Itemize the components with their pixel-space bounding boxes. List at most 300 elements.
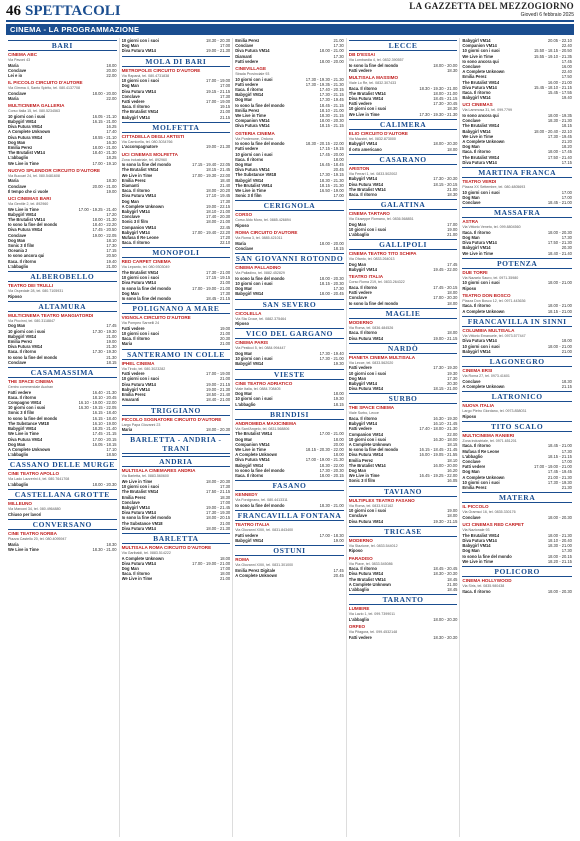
film-title: Maria — [121, 427, 133, 433]
cinema-address: Via Gimma 4, Santo Spirito, tel. 080.4137708 — [8, 86, 81, 91]
cinema-address: Piazza Castello 20, tel. 080.4095947 — [8, 536, 67, 541]
film-title: Babygirl VM14 — [8, 211, 37, 217]
cinema-listing — [8, 379, 117, 457]
film-title: Itaca. Il ritorno — [348, 566, 377, 572]
showtimes: 17.15 - 19.15 — [319, 146, 344, 152]
film-title: Io sono la fine del mondo — [121, 296, 171, 302]
film-title: 10 giorni con i suoi — [8, 328, 46, 334]
film-title: L'abbaglio — [8, 452, 29, 458]
showtimes: 19.00 — [447, 508, 458, 514]
listing-columns — [6, 38, 574, 837]
film-title: We Live in Time — [121, 478, 153, 484]
city-heading: VICO DEL GARGANO — [235, 328, 344, 339]
cinema-name: MODERNO — [348, 537, 373, 543]
film-title: Sonic 3 Il film — [348, 478, 376, 484]
cinema-address: Via Giovanni XXIII, tel. 0831.843400 — [235, 528, 294, 533]
film-title: Lei e io — [8, 73, 23, 78]
film-title: Dog Man — [462, 469, 480, 475]
showtimes: 17.30 — [561, 235, 572, 241]
film-title: Diva Futura VM14 — [235, 457, 270, 463]
showtimes: 18.45 — [447, 587, 458, 593]
film-title: Babygirl VM14 — [121, 386, 150, 392]
showtime-row — [462, 309, 572, 314]
film-title: 10 giorni con i suoi — [121, 484, 159, 490]
city-heading: ALBEROBELLO — [8, 271, 117, 282]
showtimes: 17.30 — [106, 243, 117, 249]
film-title: A Complete Unknown — [235, 452, 278, 458]
film-title: Fatti vedere — [348, 290, 372, 296]
film-title: Conclave — [462, 514, 481, 520]
showtimes: 18.30 - 20.30 — [433, 571, 458, 577]
showtimes: 21.00 — [447, 581, 458, 587]
film-title: Babygirl VM14 — [462, 348, 491, 354]
showtimes: 18.45 - 21.15 — [206, 296, 231, 302]
film-title: Babygirl VM14 — [235, 462, 264, 468]
showtimes: 18.00 - 20.30 — [433, 141, 458, 147]
film-title: Io sono la fine del mondo — [121, 162, 171, 168]
showtimes: 19.30 - 21.15 — [433, 518, 458, 524]
cinema-listing — [235, 557, 344, 578]
film-title: Sonic 3 Il film — [235, 193, 262, 199]
film-title: Fatti vedere — [348, 101, 372, 107]
film-title: We Live in Time — [348, 111, 380, 117]
newspaper-name: LA GAZZETTA DEL MEZZOGIORNO — [409, 1, 574, 11]
showtimes: 18.00 - 20.30 — [547, 229, 572, 235]
showtimes: 18.25 - 21.40 — [92, 426, 117, 432]
showtimes: 18.45 - 21.15 — [433, 96, 458, 101]
film-title: Diamanti — [235, 53, 253, 59]
showtimes: 17.30 - 19.30 — [206, 510, 231, 516]
film-title: Companion VM14 — [462, 43, 497, 49]
film-title: Emilia Perez — [8, 339, 33, 345]
cinema-name: IL PICCOLO CIRCUITO D'AUTORE — [8, 80, 83, 86]
film-title: Conclave — [462, 378, 481, 384]
showtime-row — [462, 349, 572, 354]
showtimes: 20.45 — [333, 572, 344, 578]
film-title: Conclave — [348, 295, 367, 301]
showtime-row — [8, 96, 117, 101]
cinema-listing — [122, 417, 231, 433]
showtimes: 18.30 — [447, 106, 458, 112]
showtimes: 21.00 — [447, 186, 458, 192]
film-title: Conclave — [8, 67, 27, 73]
section-title: SPETTACOLI — [25, 3, 121, 19]
cinema-name: CINE TEATRO NORBA — [8, 530, 57, 536]
showtimes: 17.30 - 21.00 — [319, 356, 344, 362]
showtimes: 21.00 — [106, 333, 117, 339]
film-title: The Brutalist VM14 — [462, 154, 500, 160]
cinema-address: Via Nazionale 93 — [462, 528, 490, 533]
showtimes: 18.30 - 21.15 — [319, 113, 344, 119]
film-title: The Brutalist VM14 — [348, 462, 386, 468]
showtimes: 19.00 - 22.15 — [206, 203, 231, 209]
cinema-name: CINEMA TARTARO — [348, 211, 390, 217]
cinema-listing — [8, 283, 117, 299]
showtimes: 18.30 - 21.00 — [547, 543, 572, 549]
cinema-listing — [462, 219, 572, 256]
film-title: Itaca. Il ritorno — [462, 443, 491, 449]
showtimes: 17.00 - 19.00 - 21.30 — [305, 457, 344, 463]
showtimes: 16.45 - 18.45 — [319, 162, 344, 168]
showtimes: 18.15 — [447, 442, 458, 448]
film-title: 10 giorni con i suoi — [121, 38, 159, 43]
showtimes: 18.00 — [219, 571, 231, 577]
film-title: A Complete Unknown — [121, 203, 164, 209]
film-title: Io sono la fine del mondo — [121, 515, 171, 521]
showtimes: 18.30 - 20.30 — [206, 38, 231, 43]
showtimes: 21.00 - 21.30 — [547, 474, 572, 480]
cinema-address: Corso Aldo Moro, tel. 0885.426894 — [235, 218, 291, 223]
film-title: Diva Futura VM14 — [121, 193, 156, 199]
cinema-listing — [235, 340, 344, 366]
film-title: 10 giorni con i suoi — [462, 343, 500, 349]
film-title: Diva Futura VM14 — [8, 124, 43, 130]
film-title: 10 giorni con i suoi — [8, 405, 46, 411]
showtimes: 18.30 - 19.30 - 21.00 — [419, 85, 458, 91]
film-title: Io sono la fine del mondo — [235, 467, 285, 473]
showtime-row — [349, 112, 458, 117]
film-title: Diva Futura VM14 — [348, 181, 384, 187]
film-title: Companion VM14 — [121, 224, 156, 230]
showtimes: 16.10 - 19.00 — [92, 420, 117, 426]
showtime-row — [462, 485, 572, 490]
showtimes: 16.15 - 18.40 — [92, 410, 117, 416]
film-title: Fatti vedere — [121, 325, 145, 331]
city-heading: TRIGGIANO — [122, 405, 231, 416]
film-title: A Complete Unknown — [462, 474, 505, 480]
showtime-row — [122, 341, 231, 346]
film-title: Babygirl VM14 — [348, 141, 377, 147]
cinema-name: PARADISO — [348, 555, 373, 561]
cinema-address: Via Piave, tel. 0833.545086 — [348, 561, 393, 566]
showtime-row — [235, 246, 344, 251]
masthead — [6, 0, 574, 22]
cinema-listing — [235, 230, 344, 251]
showtimes: 18.40 - 22.20 — [92, 222, 117, 228]
cinema-name: CINEMA HOLLYWOOD — [462, 577, 512, 583]
showtimes: 18.55 - 21.10 — [92, 134, 117, 140]
showtimes: 20.45 — [333, 167, 344, 173]
film-title: The Brutalist VM14 — [462, 79, 500, 85]
film-title: A Complete Unknown — [121, 555, 164, 561]
showtimes: 18.45 — [447, 576, 458, 582]
showtimes: 17.00 - 19.00 — [206, 371, 231, 377]
showtimes: 18.00 - 21.00 — [547, 280, 572, 286]
showtimes: 17.30 - 20.30 — [433, 176, 458, 182]
cinema-name: CINE TEATRO APOLLO — [8, 471, 60, 477]
cinema-listing — [462, 403, 572, 419]
showtime-row — [349, 267, 458, 272]
showtimes: 17.30 - 19.30 — [92, 328, 117, 334]
city-heading: VIESTE — [235, 369, 344, 380]
showtimes: 15.45 - 17.55 — [547, 90, 572, 96]
showtimes: 18.00 - 20.00 — [433, 62, 458, 68]
film-title: 10 giorni con i suoi — [235, 76, 273, 82]
film-title: Conclave — [121, 499, 140, 505]
showtimes: 19.00 - 21.30 — [206, 48, 231, 54]
cinema-name: CINEMA ABC — [8, 52, 38, 57]
cinema-address: Via Roma 3, tel. 0885.421011 — [235, 236, 283, 241]
showtime-row — [349, 192, 458, 197]
film-title: Emilia Perez — [121, 494, 146, 500]
showtimes: 18.30 - 20.15 - 22.00 — [305, 141, 344, 147]
showtimes: 17.50 - 21.40 — [547, 154, 572, 160]
cinema-address: Via Giovanni XXIII, tel. 0831.301000 — [235, 563, 294, 568]
film-title: Diva Futura VM14 — [348, 518, 384, 524]
film-title: Itaca. Il ritorno — [348, 330, 377, 336]
cinema-listing — [8, 52, 117, 78]
film-title: Io sono la fine del mondo — [121, 285, 171, 291]
showtime-row — [349, 336, 458, 341]
showtimes: 21.40 — [219, 183, 231, 189]
showtimes: 17.10 — [106, 446, 117, 452]
film-title: L'abbaglio — [8, 263, 29, 269]
cinema-name: ASTRA — [462, 219, 479, 225]
city-heading: CASARANO — [349, 154, 458, 165]
showtimes: 18.00 - 21.00 — [92, 145, 117, 151]
cinema-address: Via Ofanto, tel. 0833.264013 — [348, 257, 395, 262]
film-title: We Live in Time — [235, 188, 266, 194]
showtimes: 18.00 - 20.40 - 22.10 — [533, 128, 572, 134]
cinema-listing — [462, 270, 572, 291]
cinema-listing — [349, 556, 458, 593]
showtimes: 21.15 — [219, 114, 231, 120]
city-heading: MASSAFRA — [462, 207, 572, 218]
showtimes: 18.00 — [333, 156, 344, 162]
film-title: Dog Man — [235, 391, 253, 397]
showtimes: 17.15 — [106, 248, 117, 254]
film-title: Conclave — [462, 118, 481, 124]
showtimes: 17.00 - 19.00 - 21.00 — [192, 285, 231, 291]
cinema-address: Via Marconi 34, tel. 080.4964880 — [8, 507, 61, 512]
showtimes: 20.50 — [106, 253, 117, 259]
cinema-listing — [8, 196, 117, 269]
masthead-left — [6, 2, 121, 20]
film-title: We Live in Time — [121, 576, 153, 582]
cinema-name: CINE TEATRO ADRIATICO — [235, 380, 293, 386]
cinema-listing — [235, 492, 344, 508]
showtimes: 19.00 - 21.30 — [206, 144, 231, 150]
city-heading: SAN SEVERO — [235, 299, 344, 310]
showtime-row — [235, 123, 344, 128]
showtime-row — [349, 68, 458, 73]
film-title: 10 giorni con i suoi — [348, 370, 387, 376]
film-title: Dog Man — [121, 565, 139, 571]
cinema-listing — [349, 498, 458, 524]
showtimes: 17.45 - 20.00 — [319, 151, 344, 157]
showtimes: 17.15 - 19.40 - 22.05 — [192, 162, 231, 168]
film-title: Dog Man — [235, 97, 253, 103]
cinema-address: Viale Lo Re, tel. 0832.307433 — [348, 81, 397, 85]
showtime-row — [349, 548, 458, 553]
cinema-listing — [349, 320, 458, 341]
showtimes: 18.15 - 21.15 — [319, 123, 344, 129]
showtime-row — [235, 223, 344, 228]
showtimes: 18.00 - 19.35 — [547, 113, 572, 119]
showtimes: 16.15 - 18.45 - 21.45 — [419, 447, 458, 453]
cinema-listing — [8, 531, 117, 552]
film-title: Io sono la fine del mondo — [8, 415, 58, 421]
film-title: Diva Futura VM14 — [121, 525, 156, 531]
showtimes: 18.50 — [106, 452, 117, 458]
showtime-row — [8, 294, 117, 299]
film-title: Conclave — [121, 93, 140, 99]
film-title: A Complete Unknown — [8, 129, 51, 135]
showtimes: 20.05 - 22.10 — [547, 38, 572, 43]
city-heading: MOLA DI BARI — [122, 56, 231, 67]
showtimes: 17.45 — [561, 58, 572, 64]
cinema-listing — [122, 361, 231, 403]
cinema-name: THE SPACE CINEMA — [348, 405, 395, 411]
city-heading: TITO SCALO — [462, 421, 572, 432]
showtimes: 17.00 - 19.10 — [92, 160, 117, 166]
film-title: Dog Man — [121, 83, 139, 89]
showtime-row — [462, 286, 572, 291]
film-title: Riposo — [235, 321, 250, 327]
film-title: We Live in Time — [8, 160, 39, 166]
film-title: Io sono la fine del mondo — [8, 222, 58, 228]
showtimes: 16.20 — [447, 468, 458, 474]
showtime-row — [462, 559, 572, 564]
cinema-name: MULTISALA ROMA CIRCUITO D'AUTORE — [121, 544, 212, 550]
showtimes: 16.00 — [561, 64, 572, 70]
showtimes: 18.40 - 21.30 — [92, 150, 117, 156]
cinema-address: Piazza Don Bosco 12, tel. 0971.443636 — [462, 298, 526, 303]
showtimes: 21.00 — [106, 263, 117, 269]
cinema-name: UCI CINEMAS BARI — [8, 196, 51, 202]
film-title: Io sono la fine del mondo — [348, 62, 399, 68]
showtimes: 19.00 — [106, 339, 117, 345]
showtimes: 17.45 — [333, 567, 344, 573]
showtimes: 20.30 — [447, 381, 458, 387]
film-title: A Complete Unknown — [462, 69, 505, 75]
film-title: Dog Man — [348, 262, 367, 268]
film-title: We Live in Time — [8, 206, 39, 212]
film-title: Maria — [8, 96, 19, 101]
showtimes: 19.00 - 21.15 — [206, 381, 231, 387]
showtimes: 18.15 - 21.30 — [319, 182, 344, 188]
cinema-listing — [122, 315, 231, 346]
showtimes: 18.15 - 21.00 — [547, 308, 572, 314]
cinema-address: Via Mazzini, tel. 0832.873000 — [348, 136, 396, 141]
cinema-address: Via Lammosa 31, tel. 099.7799 — [462, 108, 513, 113]
film-title: Sonic 3 Il film — [8, 243, 35, 249]
film-title: Io sono la fine del mondo — [235, 141, 285, 147]
film-title: Diva Futura VM14 — [235, 48, 270, 54]
cinema-listing — [122, 68, 231, 120]
film-title: Emilia Perez — [462, 485, 487, 491]
showtimes: 18.00 - 20.30 — [206, 427, 231, 433]
city-heading: CALIMERA — [349, 119, 458, 130]
showtimes: 18.30 - 20.30 — [433, 634, 458, 640]
cinema-address: Via Gramsci 16, tel. 0835.330176 — [462, 510, 516, 515]
showtime-row — [462, 589, 572, 594]
showtimes: 16.00 - 20.00 — [433, 462, 458, 468]
showtimes: 18.00 — [447, 513, 458, 519]
showtime-row — [235, 503, 344, 508]
showtime-row — [462, 384, 572, 389]
film-title: Conclave — [8, 183, 27, 189]
film-title: Itaca. Il ritorno — [121, 336, 150, 342]
film-title: Diva Futura VM14 — [121, 510, 156, 516]
showtimes: 17.30 — [447, 375, 458, 381]
film-title: Diva Futura VM14 — [8, 227, 43, 233]
showtime-row — [349, 635, 458, 640]
showtimes: 19.00 - 22.05 — [92, 232, 117, 238]
cinema-name: DUE TORRI — [462, 269, 488, 275]
cinema-address: Via Buccari 24, tel. 080.5481608 — [8, 173, 60, 178]
cinema-name: MULTICINEMA GALLERIA — [8, 103, 65, 109]
film-title: Conclave — [8, 232, 27, 238]
showtimes: 20.30 — [561, 245, 572, 251]
cinema-listing — [462, 102, 572, 165]
cinema-listing — [462, 578, 572, 594]
film-title: The Brutalist VM14 — [235, 182, 273, 188]
film-title: Amaranti — [121, 397, 140, 403]
showtimes: 18.20 - 21.15 — [547, 558, 572, 564]
cinema-address: Via Garibaldi, tel. 0883.514222 — [121, 550, 171, 555]
cinema-name: CINEMA ERSI — [462, 368, 493, 374]
showtimes: 18.15 — [106, 359, 117, 365]
showtimes: 18.00 - 20.15 — [319, 473, 344, 479]
cinema-address: Strada Provinciale 93 — [235, 72, 270, 77]
cinema-address: Via Lepanto, tel. 080.9303049 — [121, 265, 170, 270]
cinema-listing — [349, 251, 458, 272]
cinema-address: Largo Papa Giovanni 23 — [121, 422, 161, 427]
showtimes: 17.30 - 20.30 — [319, 467, 344, 473]
film-title: Itaca. Il ritorno — [462, 149, 491, 155]
cinema-name: TEATRO ITALIA — [348, 274, 384, 280]
film-title: Itaca. Il ritorno — [462, 90, 491, 96]
showtimes: 15.55 - 19.10 - 21.35 — [533, 53, 572, 59]
city-heading: NARDÒ — [349, 343, 458, 354]
showtimes: 18.30 - 22.00 — [319, 462, 344, 468]
showtimes: 16.10 - 19.00 - 22.00 — [78, 400, 117, 406]
film-title: 10 giorni con i suoi — [462, 280, 500, 286]
film-title: Companion VM14 — [348, 431, 384, 437]
film-title: Babygirl VM14 — [462, 543, 491, 549]
showtimes: 18.45 - 21.00 — [547, 443, 572, 449]
listing-column — [6, 38, 120, 837]
film-title: Io sono la fine del mondo — [348, 300, 399, 306]
showtimes: 18.00 — [447, 300, 458, 306]
cinema-name: CICOLELLA — [235, 310, 262, 316]
film-title: Io sono la fine del mondo — [462, 553, 512, 559]
showtimes: 18.00 - 20.00 — [92, 90, 117, 96]
film-title: Dog Man — [235, 351, 253, 357]
film-title: Fatti vedere — [348, 365, 372, 371]
cinema-name: MULTICINEMA TEATRO MANGIATORDI — [8, 312, 94, 318]
masthead-right — [409, 2, 574, 20]
cinema-name: IL PICCOLO — [462, 504, 489, 510]
film-title: L'abbaglio — [348, 616, 370, 622]
showtimes: 18.10 - 20.45 — [92, 394, 117, 400]
cinema-listing — [462, 38, 572, 100]
cinema-address: Via Lombardia 4, tel. 0832.390557 — [348, 58, 404, 62]
film-title: Oceania 2 — [8, 248, 28, 254]
showtimes: 17.30 — [561, 548, 572, 554]
film-title: The Substance VM18 — [235, 172, 277, 178]
showtimes: 17.30 - 21.15 — [319, 92, 344, 98]
cinema-listing — [349, 274, 458, 305]
cinema-name: PICCOLO SOGNATORE CIRCUITO D'AUTORE — [121, 416, 222, 422]
film-title: Diva Futura VM14 — [235, 123, 270, 129]
film-title: Babygirl VM14 — [235, 177, 264, 183]
cinema-name: MULTICINEMA RANIERI — [462, 432, 515, 438]
film-title: Itaca. Il ritorno — [235, 87, 264, 93]
cinema-address: Via Barletta, tel. 0883.560600 — [121, 474, 169, 479]
showtime-row — [8, 161, 117, 166]
